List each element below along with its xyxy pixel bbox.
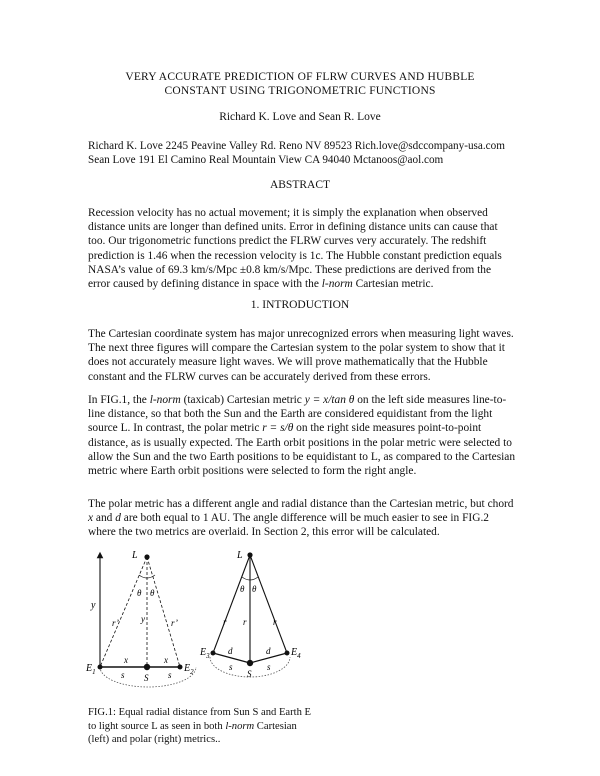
label-d-left: d: [228, 646, 233, 656]
label-r-center: r: [243, 617, 247, 627]
label-r-right: r: [273, 617, 277, 627]
title-line-2: CONSTANT USING TRIGONOMETRIC FUNCTIONS: [164, 85, 436, 97]
label-d-right: d: [266, 646, 271, 656]
p2-text-c: on the left side measures line-to-line distance, so that both the Sun and the Earth are considered equidistant from the light source L. In contrast, the polar metric: [88, 394, 507, 435]
light-source-L-left: [144, 554, 149, 559]
intro-heading: 1. INTRODUCTION: [250, 299, 350, 311]
label-y-axis: y: [91, 600, 96, 611]
intro-paragraph-3: [88, 497, 516, 540]
fig1-cartesian-panel: [85, 550, 196, 687]
label-theta-3: θ: [240, 584, 245, 594]
p3-text-c: are both equal to 1 AU. The angle difference will be much easier to see in FIG.2 where the two metrics are overlaid. In Section 2, this error will be calculated.: [88, 512, 489, 539]
affiliation-2: Sean Love 191 El Camino Real Mountain View CA 94040 Mctanoos@aol.com: [88, 154, 444, 166]
fig1-polar-panel: [199, 550, 301, 679]
intro-paragraph-2: [88, 393, 516, 478]
abstract-text-b: Cartesian metric.: [352, 278, 434, 291]
p2-lnorm: l-norm: [149, 394, 181, 406]
label-s-left-2: s: [168, 670, 172, 680]
title-line-1: VERY ACCURATE PREDICTION OF FLRW CURVES AND HUBBLE: [125, 71, 475, 83]
label-L-left: L: [132, 550, 138, 561]
affiliation-1: Richard K. Love 2245 Peavine Valley Rd. Reno NV 89523 Rich.love@sdccompany-usa.com: [88, 140, 505, 152]
label-r-left: r: [223, 617, 227, 627]
earth-E1: [98, 665, 103, 670]
p3-text-b: and: [93, 512, 116, 525]
label-L-right: L: [237, 550, 243, 561]
label-E2: [183, 663, 194, 676]
label-E1-sub: 1: [92, 668, 96, 676]
abstract-text-a: Recession velocity has no actual movement; it is simply the explanation when observed distance units are longer than defined units. Error in defining distance units can cause that too. Our trigonometric functions predict the FLRW curves very accurately. The redshift prediction is 1.46 when the recession velocity is 1c. The Hubble constant prediction equals NASA’s value of 69.3 km/s/Mpc ±0.8 km/s/Mpc. These predictions are derived from the error caused by defining distance in space with the: [88, 207, 502, 291]
label-E2-main: E: [184, 663, 191, 674]
ray-polar-left: [213, 555, 250, 653]
label-E4-main: E: [291, 647, 298, 658]
abstract-text: [88, 206, 516, 291]
earth-E4: [285, 651, 290, 656]
label-theta-4: θ: [252, 584, 257, 594]
label-E2-sub: 2: [190, 668, 194, 676]
sun-S-right: [247, 660, 253, 666]
label-r-prime-right: r’: [171, 618, 178, 628]
p3-chord-d: d: [115, 512, 121, 525]
earth-E2: [178, 665, 183, 670]
label-s-right-2: s: [267, 662, 271, 672]
ray-right: [147, 557, 180, 667]
fig1-diagram: [80, 545, 320, 705]
label-E4: [290, 647, 301, 660]
caption-text-b: Cartesian (left) and polar (right) metrics..: [88, 720, 297, 746]
fig1-caption: [88, 706, 318, 747]
authors: Richard K. Love and Sean R. Love: [219, 111, 381, 123]
label-E3-main: E: [200, 647, 207, 658]
affiliations: [88, 139, 528, 167]
abstract-lnorm: l-norm: [321, 278, 353, 291]
label-E1: [85, 663, 96, 676]
p2-text-b: (taxicab) Cartesian metric: [180, 394, 305, 406]
label-y-center: y: [141, 614, 145, 624]
sun-S-left: [144, 664, 150, 670]
abstract-heading: ABSTRACT: [269, 179, 331, 191]
label-s-left-1: s: [121, 670, 125, 680]
caption-lnorm: l-norm: [225, 720, 255, 732]
earth-E3: [211, 651, 216, 656]
label-x-left: x: [124, 655, 128, 665]
paper-title: [0, 70, 600, 98]
label-S-left: S: [144, 673, 149, 683]
p3-text-a: The polar metric has a different angle and radial distance than the Cartesian metric, but chord: [88, 498, 514, 510]
label-E3: [199, 647, 210, 660]
label-E3-sub: 3: [206, 652, 210, 660]
label-r-prime-left: r’: [112, 618, 119, 628]
ray-polar-right: [250, 555, 287, 653]
ray-left: [100, 557, 147, 667]
intro-paragraph-1: The Cartesian coordinate system has major unrecognized errors when measuring light waves. The next three figures will compare the Cartesian system to the polar system to show that it does not accurately measure light waves. We will prove mathematically that the Hubble constant and the FLRW curves can be accurately derived from these errors.: [88, 328, 514, 383]
label-theta-2: θ: [150, 588, 155, 598]
p2-text-a: In FIG.1, the: [88, 394, 150, 406]
p2-text-d: on the right side measures point-to-point distance, as is usually expected. The Earth orbit positions in the polar metric were selected to allow the Sun and the two Earth positions to be equidistant to L, as compared to the Cartesian metric where Earth orbit positions were selected to form the right angle.: [88, 422, 516, 478]
label-x-right: x: [164, 655, 168, 665]
label-S-right: S: [247, 669, 252, 679]
label-theta-1: θ: [137, 588, 142, 598]
p3-chord-x: x: [88, 512, 94, 525]
p2-equation-polar: r = s/θ: [262, 422, 294, 435]
label-s-right-1: s: [229, 662, 233, 672]
caption-text-a: FIG.1: Equal radial distance from Sun S and Earth E to light source L as seen in both: [88, 707, 312, 732]
label-E1-main: E: [86, 663, 93, 674]
p2-equation-cartesian: y = x/tan θ: [304, 394, 355, 406]
label-E4-sub: 4: [297, 652, 301, 660]
light-source-L-right: [247, 552, 252, 557]
